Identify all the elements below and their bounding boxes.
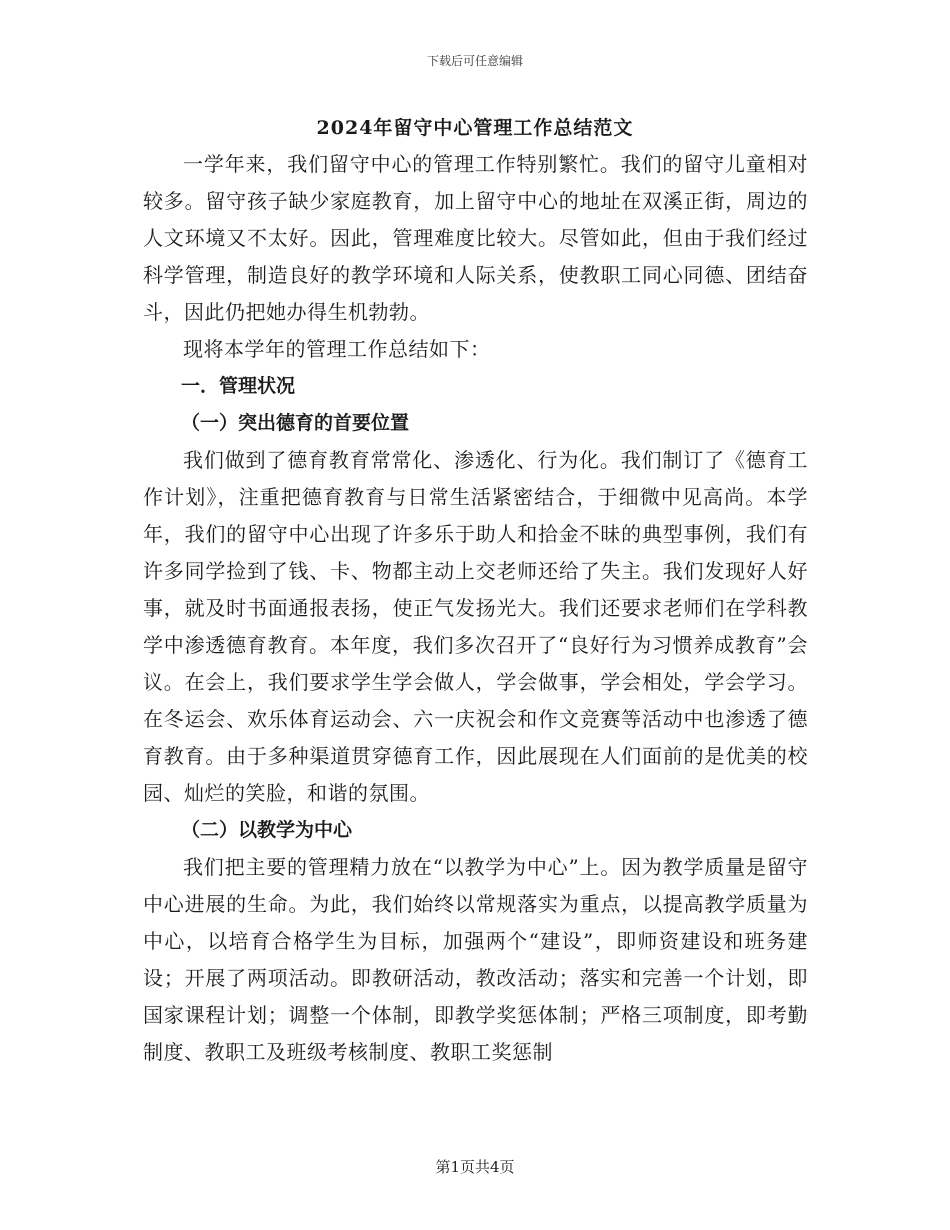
document-title: 2024年留守中心管理工作总结范文 [316, 117, 634, 139]
subsection-heading-moral-education: （一）突出德育的首要位置 [181, 412, 410, 434]
paragraph-intro: 一学年来，我们留守中心的管理工作特别繁忙。我们的留守儿童相对较多。留守孩子缺少家庭教育，加上留守中心的地址在双溪正街，周边的人文环境又不太好。因此，管理难度比较大。尽管如此，但由于我们经过科学管理，制造良好的教学环境和人际关系，使教职工同心同德、团结奋斗，因此仍把她办得生机勃勃。 [143, 152, 808, 324]
document-body [143, 146, 808, 1071]
subsection-heading-teaching: （二）以教学为中心 [181, 819, 353, 841]
paragraph-moral-education: 我们做到了德育教育常常化、渗透化、行为化。我们制订了《德育工作计划》，注重把德育教育与日常生活紧密结合，于细微中见高尚。本学年，我们的留守中心出现了许多乐于助人和拾金不昧的典型事例，我们有许多同学捡到了钱、卡、物都主动上交老师还给了失主。我们发现好人好事，就及时书面通报表扬，使正气发扬光大。我们还要求老师们在学科教学中渗透德育教育。本年度，我们多次召开了“良好行为习惯养成教育”会议。在会上，我们要求学生学会做人，学会做事，学会相处，学会学习。在冬运会、欢乐体育运动会、六一庆祝会和作文竞赛等活动中也渗透了德育教育。由于多种渠道贯穿德育工作，因此展现在人们面前的是优美的校园、灿烂的笑脸，和谐的氛围。 [143, 448, 808, 805]
paragraph-teaching: 我们把主要的管理精力放在“以教学为中心”上。因为教学质量是留守中心进展的生命。为此，我们始终以常规落实为重点，以提高教学质量为中心，以培育合格学生为目标，加强两个“建设”，即师资建设和班务建设；开展了两项活动。即教研活动，教改活动；落实和完善一个计划，即国家课程计划；调整一个体制，即教学奖惩体制；严格三项制度，即考勤制度、教职工及班级考核制度、教职工奖惩制 [143, 855, 808, 1064]
paragraph-summary-lead: 现将本学年的管理工作总结如下： [183, 337, 491, 361]
section-heading-management: 一．管理状况 [181, 375, 296, 397]
header-note: 下载后可任意编辑 [426, 54, 523, 68]
page-footer: 第1页共4页 [435, 1158, 515, 1176]
